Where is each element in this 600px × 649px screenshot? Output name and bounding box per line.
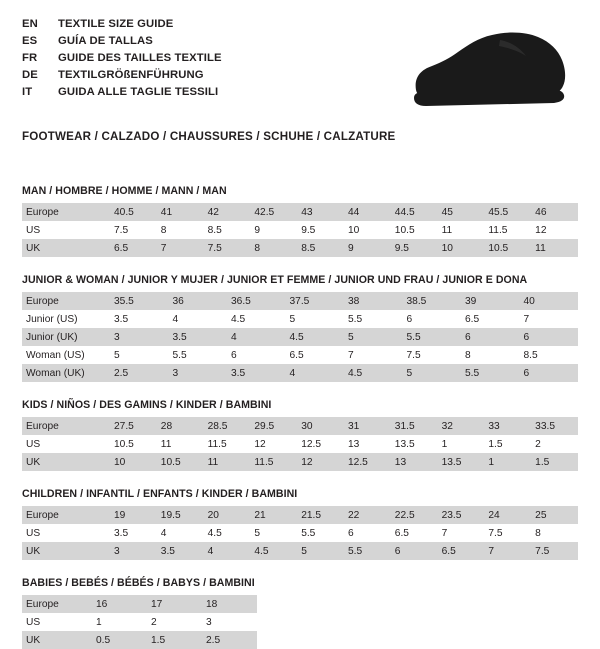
row-label: UK xyxy=(22,542,110,560)
dress-shoe-icon xyxy=(380,28,570,114)
cell: 7 xyxy=(520,310,579,328)
cell: 3.5 xyxy=(110,310,169,328)
table-row xyxy=(22,506,578,524)
cell: 5 xyxy=(110,346,169,364)
cell: 5.5 xyxy=(344,542,391,560)
cell: 35.5 xyxy=(110,292,169,310)
language-row xyxy=(22,67,222,83)
section-kids xyxy=(22,399,578,471)
cell: 2 xyxy=(147,613,202,631)
cell: 6 xyxy=(461,328,520,346)
cell: 11.5 xyxy=(484,221,531,239)
cell: 6 xyxy=(391,542,438,560)
language-title: GUIDE DES TAILLES TEXTILE xyxy=(58,52,222,64)
language-code: IT xyxy=(22,86,33,98)
size-table-children xyxy=(22,506,578,560)
cell: 13.5 xyxy=(438,453,485,471)
cell: 11 xyxy=(531,239,578,257)
cell: 20 xyxy=(204,506,251,524)
cell: 1 xyxy=(484,453,531,471)
cell: 12.5 xyxy=(297,435,344,453)
cell: 4 xyxy=(227,328,286,346)
language-title: GUIDA ALLE TAGLIE TESSILI xyxy=(58,86,219,98)
table-row xyxy=(22,239,578,257)
cell: 1 xyxy=(438,435,485,453)
cell: 42 xyxy=(204,203,251,221)
cell: 5 xyxy=(286,310,345,328)
cell: 3.5 xyxy=(157,542,204,560)
row-label: Europe xyxy=(22,203,110,221)
cell: 32 xyxy=(438,417,485,435)
footwear-section-title: FOOTWEAR / CALZADO / CHAUSSURES / SCHUHE / CALZATURE xyxy=(22,130,396,143)
cell: 10.5 xyxy=(110,435,157,453)
cell: 8 xyxy=(250,239,297,257)
cell: 0.5 xyxy=(92,631,147,649)
cell: 9 xyxy=(250,221,297,239)
cell: 7 xyxy=(344,346,403,364)
cell: 22 xyxy=(344,506,391,524)
table-row xyxy=(22,221,578,239)
section-junior-woman xyxy=(22,274,578,382)
cell: 6 xyxy=(344,524,391,542)
cell: 29.5 xyxy=(250,417,297,435)
cell: 5.5 xyxy=(344,310,403,328)
table-row xyxy=(22,417,578,435)
section-title: MAN / HOMBRE / HOMME / MANN / MAN xyxy=(22,185,227,197)
cell: 3.5 xyxy=(169,328,228,346)
cell: 12 xyxy=(250,435,297,453)
cell: 10 xyxy=(344,221,391,239)
cell: 4 xyxy=(169,310,228,328)
cell: 2 xyxy=(531,435,578,453)
cell: 31 xyxy=(344,417,391,435)
cell: 1.5 xyxy=(531,453,578,471)
row-label: Junior (UK) xyxy=(22,328,110,346)
cell: 3 xyxy=(202,613,257,631)
cell: 44 xyxy=(344,203,391,221)
cell: 46 xyxy=(531,203,578,221)
cell: 22.5 xyxy=(391,506,438,524)
cell: 9 xyxy=(344,239,391,257)
cell: 12.5 xyxy=(344,453,391,471)
cell: 7.5 xyxy=(484,524,531,542)
cell: 2.5 xyxy=(110,364,169,382)
row-label: Woman (US) xyxy=(22,346,110,364)
cell: 39 xyxy=(461,292,520,310)
table-row xyxy=(22,203,578,221)
cell: 4.5 xyxy=(204,524,251,542)
table-row xyxy=(22,595,257,613)
cell: 8 xyxy=(461,346,520,364)
cell: 38.5 xyxy=(403,292,462,310)
table-row xyxy=(22,613,257,631)
cell: 42.5 xyxy=(250,203,297,221)
cell: 12 xyxy=(531,221,578,239)
document-header xyxy=(22,16,578,114)
cell: 10 xyxy=(110,453,157,471)
row-label: US xyxy=(22,221,110,239)
cell: 19 xyxy=(110,506,157,524)
cell: 2.5 xyxy=(202,631,257,649)
section-children xyxy=(22,488,578,560)
row-label: UK xyxy=(22,631,92,649)
row-label: UK xyxy=(22,239,110,257)
cell: 4.5 xyxy=(344,364,403,382)
cell: 38 xyxy=(344,292,403,310)
cell: 6.5 xyxy=(286,346,345,364)
cell: 25 xyxy=(531,506,578,524)
cell: 6.5 xyxy=(391,524,438,542)
cell: 5.5 xyxy=(403,328,462,346)
cell: 17 xyxy=(147,595,202,613)
cell: 7 xyxy=(484,542,531,560)
cell: 4 xyxy=(204,542,251,560)
row-label: Woman (UK) xyxy=(22,364,110,382)
size-table-man xyxy=(22,203,578,257)
cell: 23.5 xyxy=(438,506,485,524)
row-label: US xyxy=(22,613,92,631)
language-title: TEXTILGRÖßENFÜHRUNG xyxy=(58,69,204,81)
cell: 27.5 xyxy=(110,417,157,435)
language-title: TEXTILE SIZE GUIDE xyxy=(58,18,174,30)
table-row xyxy=(22,310,578,328)
table-row xyxy=(22,346,578,364)
cell: 5 xyxy=(403,364,462,382)
table-row xyxy=(22,328,578,346)
cell: 3 xyxy=(110,328,169,346)
table-row xyxy=(22,435,578,453)
row-label: US xyxy=(22,524,110,542)
cell: 4.5 xyxy=(227,310,286,328)
cell: 11 xyxy=(157,435,204,453)
cell: 43 xyxy=(297,203,344,221)
cell: 10 xyxy=(438,239,485,257)
language-title-list xyxy=(22,16,222,100)
cell: 7.5 xyxy=(110,221,157,239)
cell: 6.5 xyxy=(110,239,157,257)
language-code: DE xyxy=(22,69,38,81)
cell: 41 xyxy=(157,203,204,221)
cell: 10.5 xyxy=(391,221,438,239)
cell: 7.5 xyxy=(204,239,251,257)
cell: 16 xyxy=(92,595,147,613)
row-label: UK xyxy=(22,453,110,471)
cell: 3 xyxy=(110,542,157,560)
cell: 11.5 xyxy=(250,453,297,471)
cell: 31.5 xyxy=(391,417,438,435)
section-title: BABIES / BEBÉS / BÉBÉS / BABYS / BAMBINI xyxy=(22,577,255,589)
cell: 36.5 xyxy=(227,292,286,310)
cell: 13.5 xyxy=(391,435,438,453)
cell: 12 xyxy=(297,453,344,471)
cell: 7.5 xyxy=(531,542,578,560)
size-table-babies xyxy=(22,595,257,649)
cell: 36 xyxy=(169,292,228,310)
cell: 5 xyxy=(344,328,403,346)
cell: 45.5 xyxy=(484,203,531,221)
cell: 6.5 xyxy=(438,542,485,560)
cell: 5 xyxy=(297,542,344,560)
cell: 11.5 xyxy=(204,435,251,453)
cell: 40.5 xyxy=(110,203,157,221)
cell: 13 xyxy=(344,435,391,453)
cell: 21.5 xyxy=(297,506,344,524)
cell: 5.5 xyxy=(461,364,520,382)
language-row xyxy=(22,16,222,32)
cell: 11 xyxy=(204,453,251,471)
section-title: JUNIOR & WOMAN / JUNIOR Y MUJER / JUNIOR ET FEMME / JUNIOR UND FRAU / JUNIOR E DONA xyxy=(22,274,528,286)
table-row xyxy=(22,631,257,649)
cell: 4 xyxy=(286,364,345,382)
cell: 28 xyxy=(157,417,204,435)
cell: 3 xyxy=(169,364,228,382)
language-row xyxy=(22,33,222,49)
cell: 9.5 xyxy=(297,221,344,239)
cell: 8 xyxy=(531,524,578,542)
cell: 5.5 xyxy=(297,524,344,542)
cell: 10.5 xyxy=(157,453,204,471)
cell: 8 xyxy=(157,221,204,239)
row-label: US xyxy=(22,435,110,453)
section-title: CHILDREN / INFANTIL / ENFANTS / KINDER / BAMBINI xyxy=(22,488,298,500)
language-row xyxy=(22,84,222,100)
table-row xyxy=(22,524,578,542)
cell: 4 xyxy=(157,524,204,542)
cell: 3.5 xyxy=(110,524,157,542)
cell: 19.5 xyxy=(157,506,204,524)
cell: 8.5 xyxy=(297,239,344,257)
cell: 8.5 xyxy=(204,221,251,239)
cell: 9.5 xyxy=(391,239,438,257)
language-title: GUÍA DE TALLAS xyxy=(58,35,153,47)
cell: 1.5 xyxy=(484,435,531,453)
cell: 24 xyxy=(484,506,531,524)
cell: 6 xyxy=(227,346,286,364)
cell: 5 xyxy=(250,524,297,542)
cell: 1 xyxy=(92,613,147,631)
cell: 7 xyxy=(157,239,204,257)
cell: 6.5 xyxy=(461,310,520,328)
cell: 40 xyxy=(520,292,579,310)
cell: 10.5 xyxy=(484,239,531,257)
row-label: Junior (US) xyxy=(22,310,110,328)
table-row xyxy=(22,453,578,471)
cell: 5.5 xyxy=(169,346,228,364)
cell: 6 xyxy=(520,364,579,382)
cell: 1.5 xyxy=(147,631,202,649)
cell: 21 xyxy=(250,506,297,524)
cell: 33 xyxy=(484,417,531,435)
cell: 6 xyxy=(520,328,579,346)
cell: 33.5 xyxy=(531,417,578,435)
size-table-junior-woman xyxy=(22,292,578,382)
cell: 7.5 xyxy=(403,346,462,364)
language-code: ES xyxy=(22,35,38,47)
table-row xyxy=(22,364,578,382)
cell: 7 xyxy=(438,524,485,542)
language-row xyxy=(22,50,222,66)
cell: 3.5 xyxy=(227,364,286,382)
cell: 44.5 xyxy=(391,203,438,221)
row-label: Europe xyxy=(22,292,110,310)
cell: 28.5 xyxy=(204,417,251,435)
size-table-kids xyxy=(22,417,578,471)
row-label: Europe xyxy=(22,417,110,435)
cell: 45 xyxy=(438,203,485,221)
cell: 37.5 xyxy=(286,292,345,310)
section-man xyxy=(22,185,578,257)
row-label: Europe xyxy=(22,506,110,524)
cell: 8.5 xyxy=(520,346,579,364)
language-code: FR xyxy=(22,52,38,64)
cell: 18 xyxy=(202,595,257,613)
table-row xyxy=(22,292,578,310)
cell: 4.5 xyxy=(286,328,345,346)
cell: 11 xyxy=(438,221,485,239)
language-code: EN xyxy=(22,18,38,30)
cell: 6 xyxy=(403,310,462,328)
section-title: KIDS / NIÑOS / DES GAMINS / KINDER / BAMBINI xyxy=(22,399,272,411)
cell: 30 xyxy=(297,417,344,435)
cell: 13 xyxy=(391,453,438,471)
section-babies xyxy=(22,577,578,649)
row-label: Europe xyxy=(22,595,92,613)
table-row xyxy=(22,542,578,560)
cell: 4.5 xyxy=(250,542,297,560)
